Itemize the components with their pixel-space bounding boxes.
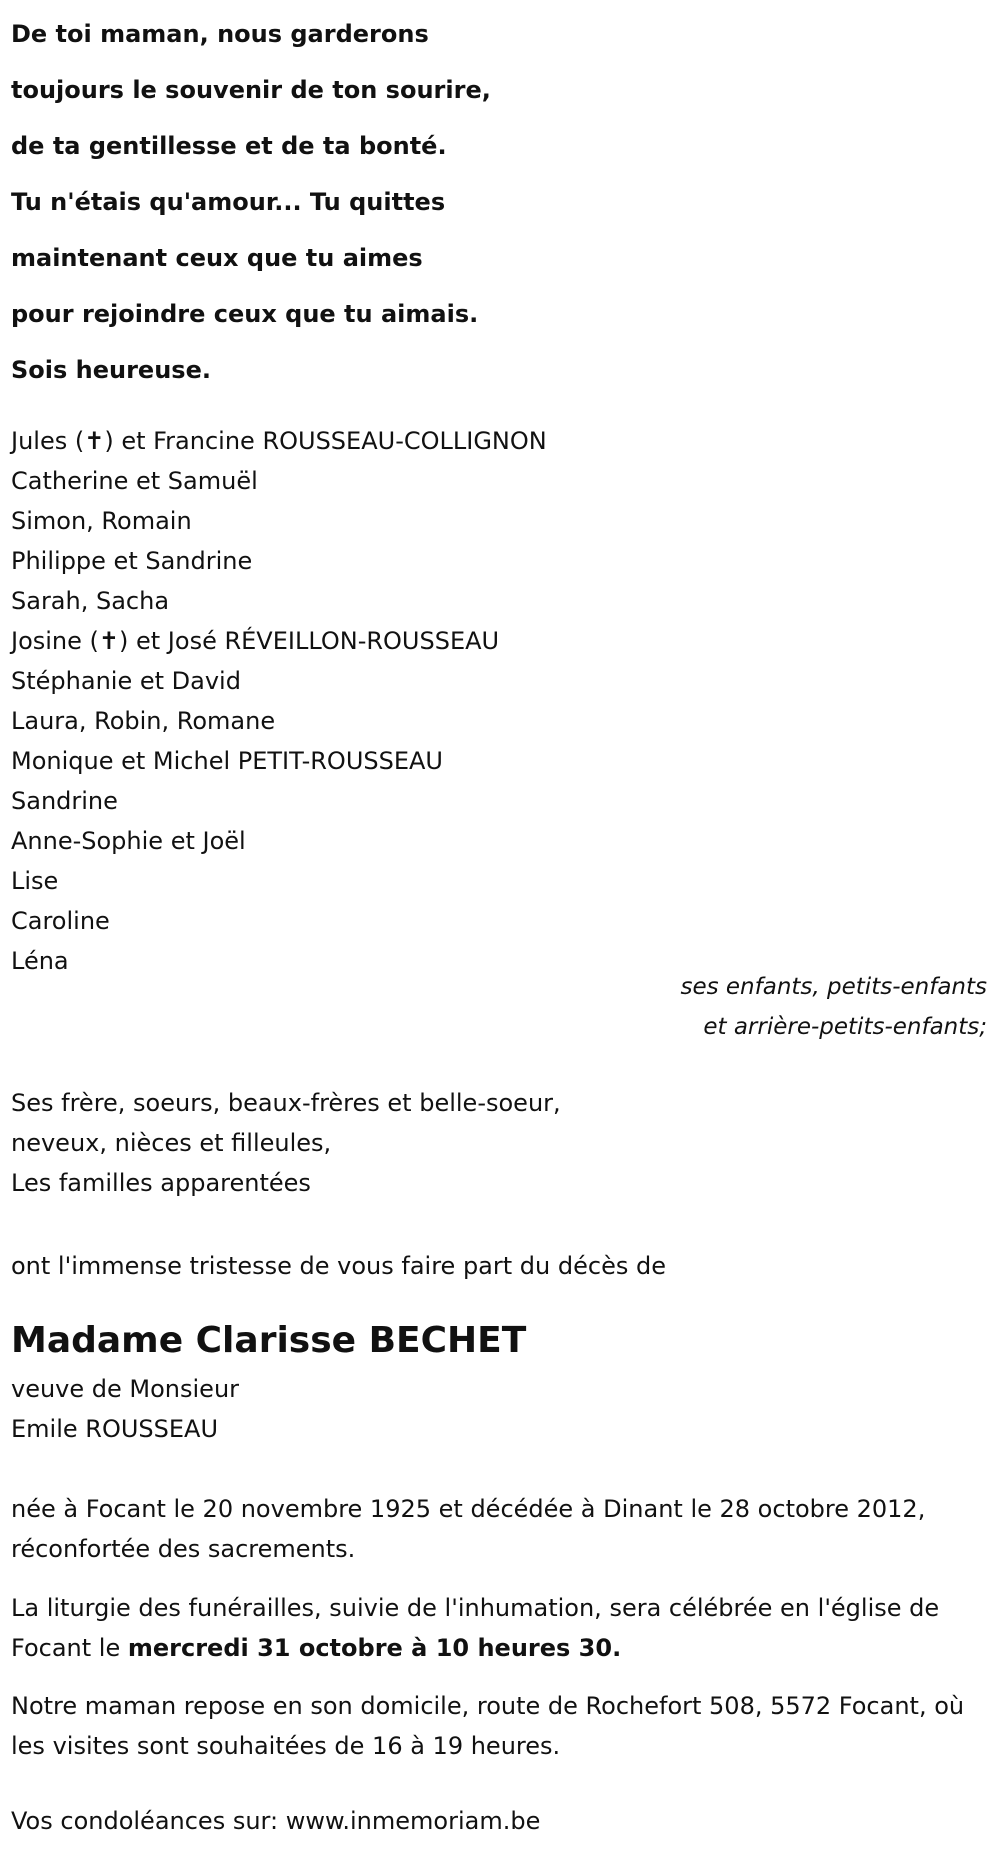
family-member: Simon, Romain [11, 507, 192, 535]
extended-family-line: neveux, nièces et filleules, [11, 1129, 332, 1157]
obituary-page [11, 0, 991, 1855]
liturgy-date-time: mercredi 31 octobre à 10 heures 30. [127, 1634, 622, 1662]
liturgy-paragraph [11, 1588, 991, 1668]
poem-line: toujours le souvenir de ton sourire, [11, 76, 491, 104]
family-member: Laura, Robin, Romane [11, 707, 276, 735]
birth-death-paragraph: née à Focant le 20 novembre 1925 et décédée à Dinant le 28 octobre 2012, réconfortée des sacrements. [11, 1495, 926, 1563]
extended-family-line: Ses frère, soeurs, beaux-frères et belle-soeur, [11, 1089, 561, 1117]
poem-line: de ta gentillesse et de ta bonté. [11, 132, 447, 160]
family-member: Stéphanie et David [11, 667, 241, 695]
family-member: Philippe et Sandrine [11, 547, 253, 575]
poem-line: Tu n'étais qu'amour... Tu quittes [11, 188, 446, 216]
poem-line: De toi maman, nous garderons [11, 20, 429, 48]
condolences-line: Vos condoléances sur: www.inmemoriam.be [11, 1807, 541, 1835]
family-member: Josine (✝) et José RÉVEILLON-ROUSSEAU [11, 627, 500, 655]
family-member: Lise [11, 867, 59, 895]
poem-line: maintenant ceux que tu aimes [11, 244, 423, 272]
family-member: Anne-Sophie et Joël [11, 827, 246, 855]
widow-of-line: veuve de Monsieur [11, 1375, 240, 1403]
family-member: Caroline [11, 907, 110, 935]
family-member: Catherine et Samuël [11, 467, 258, 495]
announcement-text: ont l'immense tristesse de vous faire part du décès de [11, 1252, 666, 1280]
extended-family-line: Les familles apparentées [11, 1169, 311, 1197]
family-list [11, 421, 911, 981]
extended-family [11, 1083, 911, 1203]
widow-of [11, 1369, 239, 1449]
family-member: Sarah, Sacha [11, 587, 170, 615]
poem [11, 6, 711, 398]
family-member: Jules (✝) et Francine ROUSSEAU-COLLIGNON [11, 427, 547, 455]
family-member: Sandrine [11, 787, 118, 815]
widow-of-line: Emile ROUSSEAU [11, 1415, 219, 1443]
family-member: Léna [11, 947, 69, 975]
poem-line: Sois heureuse. [11, 356, 211, 384]
relation-note: ses enfants, petits-enfants et arrière-petits-enfants; [680, 974, 987, 1040]
deceased-name: Madame Clarisse BECHET [11, 1320, 527, 1361]
liturgy-text: La liturgie des funérailles, suivie de l'inhumation, sera célébrée en l'église de Focant le [11, 1594, 940, 1662]
family-member: Monique et Michel PETIT-ROUSSEAU [11, 747, 443, 775]
resting-place-paragraph: Notre maman repose en son domicile, route de Rochefort 508, 5572 Focant, où les visites sont souhaitées de 16 à 19 heures. [11, 1692, 965, 1760]
poem-line: pour rejoindre ceux que tu aimais. [11, 300, 479, 328]
